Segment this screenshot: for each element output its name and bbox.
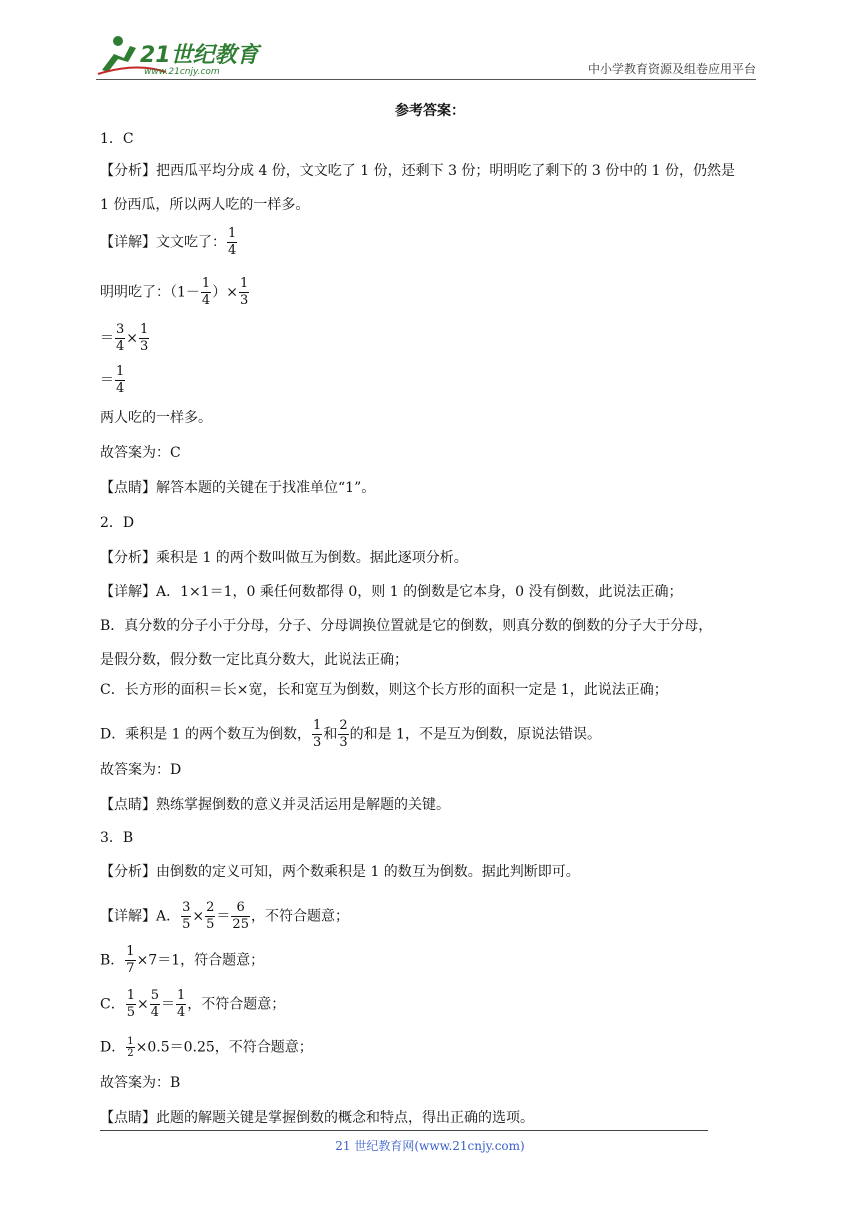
fraction-1-4: $\frac{1}{4}$ (228, 226, 237, 258)
q3-detail-a: 【详解】A． $\frac{3}{5}$ × $\frac{2}{5}$ ＝ $\frac{6}{25}$ ，不符合题意； (100, 900, 349, 932)
q3-point: 【点睛】此题的解题关键是掌握倒数的概念和特点，得出正确的选项。 (100, 1110, 534, 1126)
q2-point: 【点睛】熟练掌握倒数的意义并灵活运用是解题的关键。 (100, 797, 450, 813)
page-title: 参考答案： (395, 103, 465, 119)
q1-final-answer: 故答案为：C (100, 445, 181, 461)
q1-detail-mingming: 明明吃了：（1－ $\frac{1}{4}$ ）× $\frac{1}{3}$ (100, 276, 249, 308)
footer-text: 21 世纪教育网(www.21cnjy.com) (335, 1139, 525, 1153)
q3-analysis: 【分析】由倒数的定义可知，两个数乘积是 1 的数互为倒数。据此判断即可。 (100, 864, 580, 880)
q3-detail-d: D． $\frac{1}{2}$ ×0.5＝0.25，不符合题意； (100, 1036, 313, 1059)
q1-detail-wenwen: 【详解】文文吃了： $\frac{1}{4}$ (100, 226, 237, 258)
q2-detail-c: C．长方形的面积＝长×宽，长和宽互为倒数，则这个长方形的面积一定是 1，此说法正确； (100, 682, 668, 698)
q2-detail-a: 【详解】A．1×1＝1，0 乘任何数都得 0，则 1 的倒数是它本身，0 没有倒数，此说法正确； (100, 584, 683, 600)
platform-name: 中小学教育资源及组卷应用平台 (587, 62, 756, 76)
q3-answer: 3．B (100, 830, 134, 846)
logo-21cnjy (96, 32, 266, 78)
logo-text: 21世纪教育 (140, 43, 259, 68)
q2-analysis: 【分析】乘积是 1 的两个数叫做互为倒数。据此逐项分析。 (100, 550, 468, 566)
q2-detail-d: D．乘积是 1 的两个数互为倒数， $\frac{1}{3}$ 和 $\frac{2}{3}$ 的和是 1，不是互为倒数，原说法错误。 (100, 718, 601, 750)
q1-step-1: ＝ $\frac{3}{4}$ × $\frac{1}{3}$ (100, 322, 149, 354)
q3-final-answer: 故答案为：B (100, 1075, 181, 1091)
footer-divider (100, 1130, 708, 1131)
q2-final-answer: 故答案为：D (100, 762, 182, 778)
q2-detail-b: B．真分数的分子小于分母，分子、分母调换位置就是它的倒数，则真分数的倒数的分子大于分母， 是假分数，假分数一定比真分数大，此说法正确； (100, 618, 713, 668)
q1-answer: 1．C (100, 131, 134, 147)
q1-step-2: ＝ $\frac{1}{4}$ (100, 364, 125, 396)
q1-conclusion: 两人吃的一样多。 (100, 410, 212, 426)
q2-answer: 2．D (100, 515, 135, 531)
logo-url: www.21cnjy.com (144, 67, 220, 77)
q3-detail-b: B． $\frac{1}{7}$ ×7＝1，符合题意； (100, 944, 265, 976)
page-header (96, 32, 756, 80)
q3-detail-c: C． $\frac{1}{5}$ × $\frac{5}{4}$ ＝ $\frac{1}{4}$ ，不符合题意； (100, 988, 286, 1020)
q1-point: 【点睛】解答本题的关键在于找准单位“1”。 (100, 480, 376, 496)
q1-analysis: 【分析】把西瓜平均分成 4 份，文文吃了 1 份，还剩下 3 份；明明吃了剩下的 3 份中的 1 份，仍然是 1 份西瓜，所以两人吃的一样多。 (100, 163, 736, 213)
header-divider (96, 79, 756, 80)
